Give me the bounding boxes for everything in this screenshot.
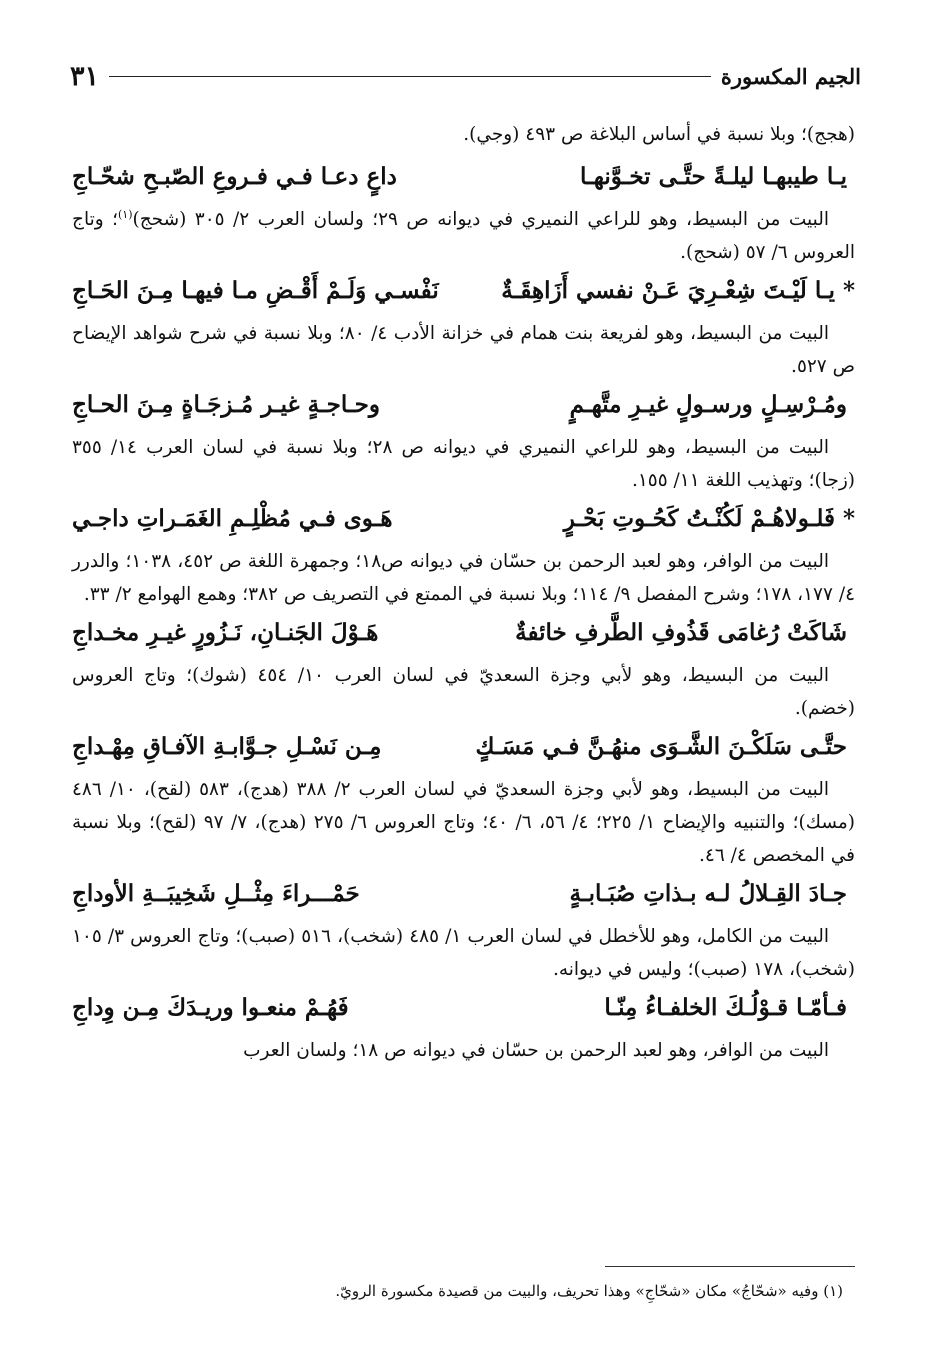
- chapter-title: الجيم المكسورة: [720, 63, 861, 89]
- paragraph: البيت من البسيط، وهو لأبي وجزة السعديّ في لسان العرب ١٠/ ٤٥٤ (شوك)؛ وتاج العروس (خضم).: [72, 665, 855, 719]
- footnote: (١) وفيه «شحّاجُ» مكان «شحّاجِ» وهذا تحريف، والبيت من قصيدة مكسورة الرويّ.: [335, 1282, 843, 1300]
- verse-hemistich-second: حَمْـــراءَ مِثْــلِ شَخِيبَــةِ الأوداجِ: [72, 880, 360, 907]
- verse-hemistich-second: مِـن نَسْـلِ جـوَّابـةِ الآفـاقِ مِهْـداجِ: [72, 733, 382, 760]
- paragraph: البيت من الوافر، وهو لعبد الرحمن بن حسّان في ديوانه ص ١٨؛ ولسان العرب: [243, 1040, 829, 1061]
- paragraph: البيت من الكامل، وهو للأخطل في لسان العرب ١/ ٤٨٥ (شخب)، ٥١٦ (صبب)؛ وتاج العروس ٣/ ١٠٥ (شخب)، ١٧٨ (صبب)؛ وليس في ديوانه.: [72, 926, 855, 980]
- footnote-ref[interactable]: (١): [118, 207, 133, 221]
- verse-hemistich-first: يـا لَيْـتَ شِعْـرِيَ عَـنْ نفسي أَزَاهِقَـةٌ: [501, 277, 835, 304]
- verse: [72, 383, 855, 431]
- verse: [72, 497, 855, 545]
- header-rule: [109, 76, 711, 77]
- verse-mark: *: [842, 505, 855, 532]
- verse: [72, 155, 855, 203]
- verse: [72, 872, 855, 920]
- page-number: ٣١: [70, 60, 100, 92]
- verse: [72, 986, 855, 1034]
- verse-mark: *: [842, 277, 855, 304]
- verse-hemistich-second: هَـوْلَ الجَنـانِ، نَـزُورٍ غيـرِ مخـداجِ: [72, 619, 379, 646]
- paragraph: البيت من البسيط، وهو لأبي وجزة السعديّ في لسان العرب ٢/ ٣٨٨ (هدج)، ٥٨٣ (لقح)، ١٠/ ٤٨٦ (مسك)؛ والتنبيه والإيضاح ١/ ٢٢٥؛ ٤/ ٥٦، ٦/ ٤٠؛ وتاج العروس ٦/ ٢٧٥ (هدج)، ٧/ ٩٧ (لقح)؛ وبلا نسبة في المخصص ٤/ ٤٦.: [72, 779, 855, 866]
- verse: [72, 725, 855, 773]
- paragraph: (هجج)؛ وبلا نسبة في أساس البلاغة ص ٤٩٣ (وجي).: [463, 124, 855, 145]
- footnote-rule: [605, 1266, 855, 1267]
- paragraph-text: البيت من البسيط، وهو للراعي النميري في ديوانه ص ٢٩؛ ولسان العرب ٢/ ٣٠٥ (شحج): [132, 209, 829, 230]
- verse-hemistich-second: داعٍ دعـا فـي فـروعِ الصّبـحِ شحّـاجِ: [72, 163, 397, 190]
- verse-hemistich-second: نَفْسـي وَلَـمْ أَقْـضِ مـا فيهـا مِـنَ الحَـاجِ: [72, 277, 439, 304]
- verse-hemistich-first: جـادَ القِـلالُ لـه بـذاتِ صُبَـابـةٍ: [569, 880, 847, 907]
- verse: [72, 269, 855, 317]
- paragraph: البيت من الوافر، وهو لعبد الرحمن بن حسّان في ديوانه ص١٨؛ وجمهرة اللغة ص ٤٥٢، ١٠٣٨؛ والدرر ٤/ ١٧٧، ١٧٨؛ وشرح المفصل ٩/ ١١٤؛ وبلا نسبة في الممتع في التصريف ص ٣٨٢؛ وهمع الهوامع ٢/ ٣٣.: [72, 551, 855, 605]
- verse-hemistich-first: حتَّـى سَلَكْـنَ الشَّـوَى منهُـنَّ فـي مَسَـكٍ: [475, 733, 847, 760]
- main-text: [72, 118, 855, 1067]
- verse-hemistich-second: هَـوى فـي مُظْلِـمِ الغَمَـراتِ داجـي: [72, 505, 393, 532]
- verse-hemistich-first: شَاكَتْ رُغامَى قَذُوفِ الطَّرفِ خائفةٌ: [515, 619, 847, 646]
- paragraph: [72, 203, 855, 269]
- paragraph-text: ؛ وتاج العروس ٦/ ٥٧ (شحج).: [72, 209, 855, 263]
- verse-hemistich-second: وحـاجـةٍ غيـر مُـزجَـاةٍ مِـنَ الحـاجِ: [72, 391, 380, 418]
- verse-hemistich-second: فَهُـمْ منعـوا وريـدَكَ مِـن وِداجِ: [72, 994, 349, 1021]
- verse-hemistich-first: ومُـرْسِـلٍ ورسـولٍ غيـرِ متَّهـمٍ: [569, 391, 847, 418]
- verse-hemistich-first: فَلـولاهُـمْ لَكُنْـتُ كَحُـوتِ بَحْـرٍ: [563, 505, 835, 532]
- verse-hemistich-first: فـأمّـا قـوْلُـكَ الخلفـاءُ مِنّـا: [604, 994, 847, 1021]
- verse: [72, 611, 855, 659]
- paragraph: البيت من البسيط، وهو لفريعة بنت همام في خزانة الأدب ٤/ ٨٠؛ وبلا نسبة في شرح شواهد الإيضاح ص ٥٢٧.: [72, 323, 855, 377]
- verse-hemistich-first: يـا طيبهـا ليلـةً حتَّـى تخـوَّنهـا: [579, 163, 847, 190]
- paragraph: البيت من البسيط، وهو للراعي النميري في ديوانه ص ٢٨؛ وبلا نسبة في لسان العرب ١٤/ ٣٥٥ (زجا)؛ وتهذيب اللغة ١١/ ١٥٥.: [72, 437, 855, 491]
- running-header: [70, 58, 861, 94]
